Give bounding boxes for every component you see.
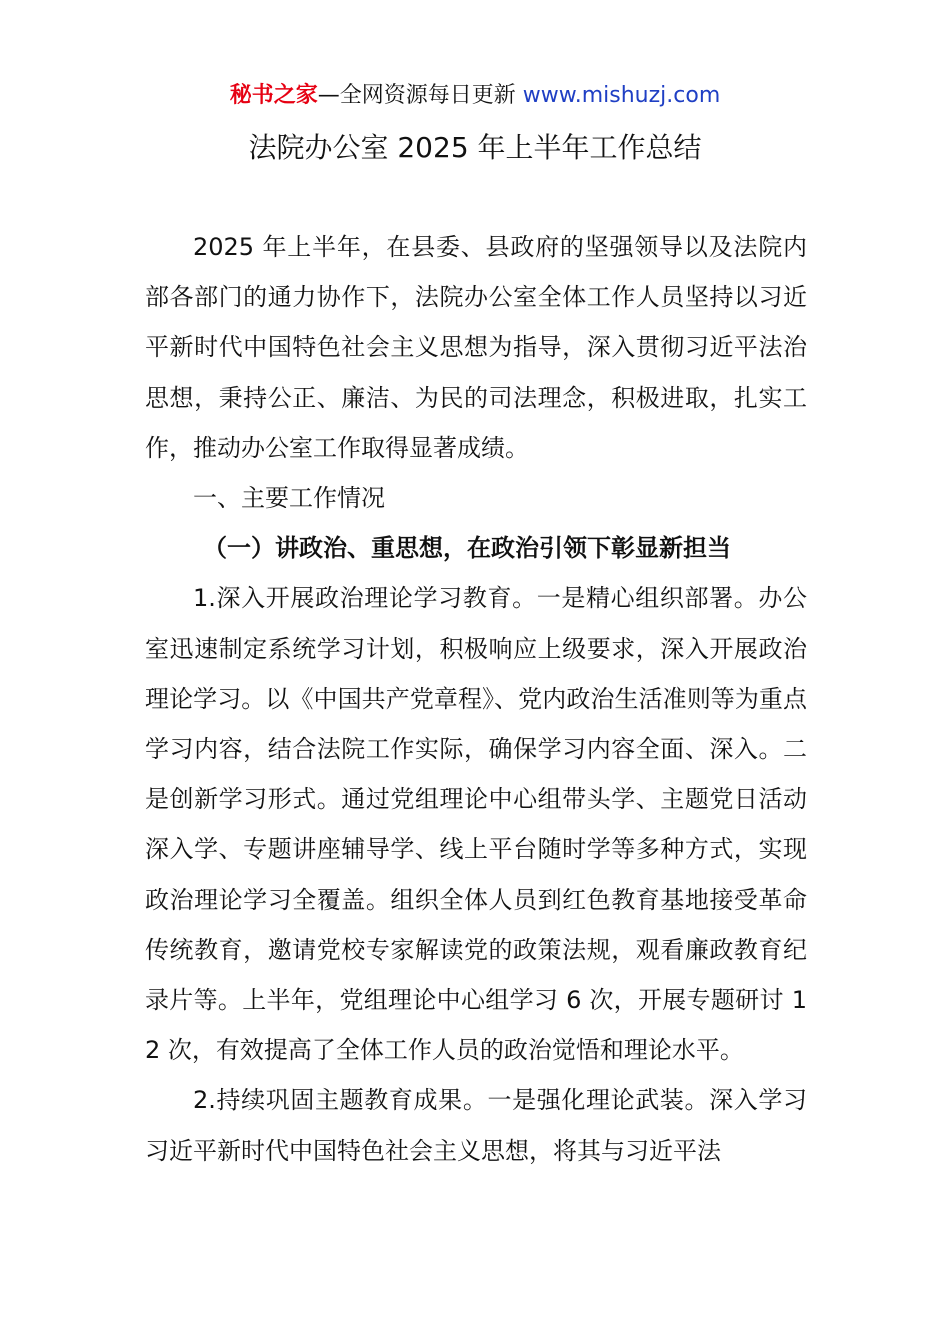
site-banner — [0, 80, 950, 112]
banner-url-link[interactable]: www.mishuzj.com — [522, 83, 721, 108]
body-paragraph: 2.持续巩固主题教育成果。一是强化理论武装。深入学习习近平新时代中国特色社会主义思想，将其与习近平法 — [145, 1086, 807, 1165]
intro-paragraph: 2025 年上半年，在县委、县政府的坚强领导以及法院内部各部门的通力协作下，法院办公室全体工作人员坚持以习近平新时代中国特色社会主义思想为指导，深入贯彻习近平法治思想，秉持公正、廉洁、为民的司法理念，积极进取，扎实工作，推动办公室工作取得显著成绩。 — [145, 233, 807, 462]
section-heading: 一、主要工作情况 — [193, 484, 385, 513]
document-title: 法院办公室 2025 年上半年工作总结 — [248, 131, 702, 164]
document-body — [145, 222, 807, 1176]
subsection-heading: （一）讲政治、重思想，在政治引领下彰显新担当 — [203, 534, 731, 563]
banner-brand: 秘书之家 — [229, 83, 318, 108]
body-paragraph: 1.深入开展政治理论学习教育。一是精心组织部署。办公室迅速制定系统学习计划，积极响应上级要求，深入开展政治理论学习。以《中国共产党章程》、党内政治生活准则等为重点学习内容，结合法院工作实际，确保学习内容全面、深入。二是创新学习形式。通过党组理论中心组带头学、主题党日活动深入学、专题讲座辅导学、线上平台随时学等多种方式，实现政治理论学习全覆盖。组织全体人员到红色教育基地接受革命传统教育，邀请党校专家解读党的政策法规，观看廉政教育纪录片等。上半年，党组理论中心组学习 6 次，开展专题研讨 12 次，有效提高了全体工作人员的政治觉悟和理论水平。 — [145, 584, 807, 1065]
banner-tagline: —全网资源每日更新 — [317, 83, 523, 108]
